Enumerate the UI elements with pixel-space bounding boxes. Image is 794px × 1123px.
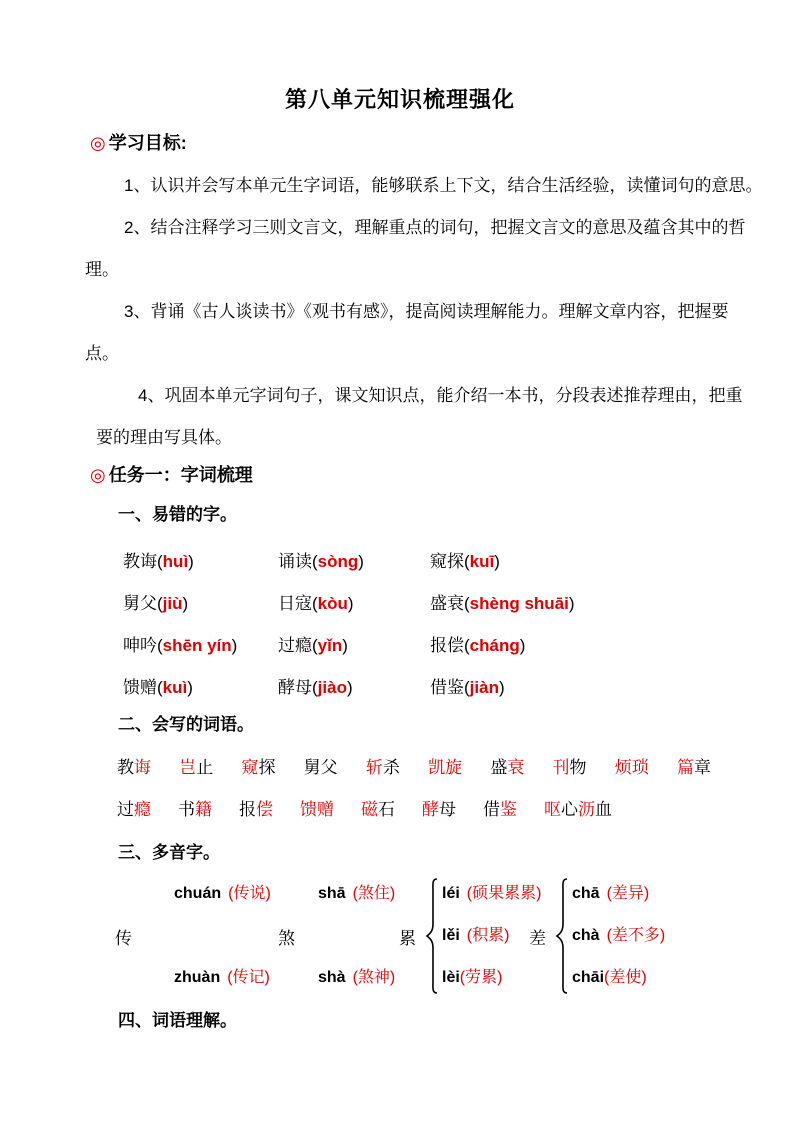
reading-pinyin: chāi bbox=[572, 969, 605, 986]
entry-word: 舅父( bbox=[123, 594, 163, 613]
writable-word bbox=[544, 789, 612, 831]
writable-char: 杀 bbox=[382, 758, 400, 777]
goal-paragraph-line: 1、认识并会写本单元生字词语，能够联系上下文，结合生活经验，读懂词句的意思。 bbox=[124, 176, 763, 195]
entry-close-paren: ) bbox=[231, 636, 238, 655]
entry-word: 教诲( bbox=[123, 552, 163, 571]
reading-example: (积累) bbox=[466, 927, 510, 944]
goal-paragraph-line: 4、巩固本单元字词句子，课文知识点，能介绍一本书，分段表述推荐理由，把重 bbox=[138, 386, 743, 405]
entry-pinyin: shèng shuāi bbox=[469, 594, 569, 613]
error-prone-entry bbox=[123, 583, 278, 625]
writable-word bbox=[490, 747, 524, 789]
writable-word bbox=[553, 747, 587, 789]
writable-char: 书 bbox=[178, 800, 195, 819]
polyphone-readings bbox=[174, 873, 271, 999]
error-prone-entry bbox=[278, 667, 430, 709]
polyphone-base-char: 煞 bbox=[278, 928, 295, 948]
entry-pinyin: huì bbox=[162, 552, 189, 571]
reading-example: (差使) bbox=[604, 969, 647, 986]
error-prone-entry bbox=[430, 541, 710, 583]
error-prone-entry bbox=[430, 667, 710, 709]
entry-word: 窥探( bbox=[430, 552, 470, 571]
writable-char: 教 bbox=[117, 758, 134, 777]
writable-words-line bbox=[117, 747, 711, 789]
polyphone-group bbox=[399, 873, 542, 999]
reading-example: (差不多) bbox=[606, 927, 666, 944]
reading-example: (劳累) bbox=[459, 969, 503, 986]
writable-char: 章 bbox=[693, 758, 711, 777]
goals-heading-label: 学习目标: bbox=[108, 133, 187, 153]
reading-pinyin: shā bbox=[318, 885, 346, 902]
polyphone-group bbox=[115, 873, 278, 999]
writable-word bbox=[361, 789, 395, 831]
polyphone-reading bbox=[318, 873, 395, 915]
goal-paragraph bbox=[85, 207, 746, 291]
writable-word bbox=[366, 747, 400, 789]
writable-char: 磁 bbox=[361, 800, 378, 819]
polyphone-reading bbox=[442, 957, 541, 999]
reading-pinyin: chuán bbox=[174, 885, 222, 902]
entry-pinyin: kuī bbox=[469, 552, 495, 571]
writable-char: 衰 bbox=[507, 758, 525, 777]
reading-example: (硕果累累) bbox=[466, 885, 542, 902]
writable-words-line bbox=[117, 789, 711, 831]
writable-char: 血 bbox=[595, 800, 612, 819]
reading-pinyin: chà bbox=[572, 927, 600, 944]
writable-word bbox=[179, 747, 213, 789]
writable-char: 刊 bbox=[552, 758, 570, 777]
entry-close-paren: ) bbox=[494, 552, 500, 571]
writable-word bbox=[300, 789, 334, 831]
goal-paragraph-line: 3、背诵《古人谈读书》《观书有感》，提高阅读理解能力。理解文章内容，把握要 bbox=[124, 302, 729, 321]
reading-pinyin: chā bbox=[572, 885, 600, 902]
entry-word: 报偿( bbox=[430, 636, 470, 655]
entry-pinyin: jiào bbox=[317, 678, 347, 697]
goal-paragraph bbox=[90, 165, 763, 207]
error-prone-entry bbox=[430, 583, 710, 625]
writable-char: 窥 bbox=[241, 758, 259, 777]
writable-word bbox=[428, 747, 462, 789]
entry-close-paren: ) bbox=[519, 636, 526, 655]
writable-char: 过 bbox=[117, 800, 134, 819]
writable-word bbox=[239, 789, 273, 831]
error-prone-entry bbox=[278, 583, 430, 625]
entry-close-paren: ) bbox=[182, 594, 189, 613]
writable-word bbox=[304, 747, 338, 789]
error-prone-table bbox=[123, 541, 710, 709]
polyphone-base-char: 差 bbox=[529, 928, 546, 948]
writable-word bbox=[178, 789, 212, 831]
polyphone-reading bbox=[442, 873, 541, 915]
entry-word: 酵母( bbox=[278, 678, 318, 697]
reading-example: (差异) bbox=[606, 885, 650, 902]
reading-pinyin: lèi bbox=[442, 969, 460, 986]
writable-char: 斩 bbox=[365, 758, 383, 777]
entry-word: 盛衰( bbox=[430, 594, 470, 613]
reading-pinyin: shà bbox=[318, 969, 346, 986]
writable-char: 报 bbox=[239, 800, 256, 819]
goals-section-heading bbox=[90, 131, 710, 155]
page-title: 第八单元知识梳理强化 bbox=[284, 87, 515, 112]
entry-close-paren: ) bbox=[346, 678, 353, 697]
entry-pinyin: yǐn bbox=[317, 636, 343, 655]
writable-word bbox=[117, 747, 151, 789]
reading-example: (传说) bbox=[228, 885, 271, 902]
writable-char: 旋 bbox=[445, 758, 463, 777]
polyphone-reading bbox=[572, 915, 665, 957]
subsection-heading-writable: 二、会写的词语。 bbox=[118, 715, 254, 734]
error-prone-row bbox=[123, 667, 710, 709]
writable-char: 止 bbox=[196, 758, 214, 777]
writable-char: 岂 bbox=[179, 758, 197, 777]
writable-char: 母 bbox=[439, 800, 456, 819]
polyphone-reading bbox=[572, 873, 665, 915]
polyphone-readings bbox=[442, 873, 541, 999]
task1-heading-label: 任务一：字词梳理 bbox=[108, 465, 253, 485]
polyphone-group bbox=[529, 873, 710, 999]
writable-word bbox=[241, 747, 275, 789]
error-prone-entry bbox=[123, 667, 278, 709]
entry-word: 诵读( bbox=[278, 552, 318, 571]
reading-example: (煞神) bbox=[352, 969, 396, 986]
polyphone-readings bbox=[318, 873, 395, 999]
polyphone-reading bbox=[572, 957, 665, 999]
writable-char: 篇 bbox=[676, 758, 694, 777]
entry-word: 过瘾( bbox=[278, 636, 318, 655]
writable-char: 父 bbox=[320, 758, 338, 777]
goal-paragraph-line: 理。 bbox=[85, 260, 119, 279]
error-prone-entry bbox=[430, 625, 710, 667]
error-prone-row bbox=[123, 625, 710, 667]
error-prone-entry bbox=[278, 625, 430, 667]
subsection-heading-comprehension: 四、词语理解。 bbox=[118, 1011, 237, 1030]
goal-paragraph-line: 2、结合注释学习三则文言文，理解重点的词句，把握文言文的意思及蕴含其中的哲 bbox=[124, 218, 746, 237]
bullseye-bullet-icon: ◎ bbox=[90, 465, 106, 485]
writable-char: 舅 bbox=[303, 758, 321, 777]
entry-close-paren: ) bbox=[187, 678, 193, 697]
writable-char: 瘾 bbox=[134, 800, 151, 819]
writable-char: 籍 bbox=[195, 800, 212, 819]
task1-section-heading bbox=[90, 463, 710, 487]
error-prone-row bbox=[123, 541, 710, 583]
writable-char: 物 bbox=[569, 758, 587, 777]
entry-pinyin: jiàn bbox=[469, 678, 499, 697]
entry-close-paren: ) bbox=[347, 594, 354, 613]
entry-pinyin: shēn yín bbox=[162, 636, 232, 655]
bullseye-bullet-icon: ◎ bbox=[90, 133, 106, 153]
writable-char: 偿 bbox=[256, 800, 273, 819]
entry-close-paren: ) bbox=[358, 552, 364, 571]
brace-icon bbox=[555, 877, 569, 995]
goal-paragraph bbox=[90, 375, 743, 459]
entry-pinyin: sòng bbox=[317, 552, 359, 571]
polyphone-base-char: 累 bbox=[399, 928, 416, 948]
polyphone-reading bbox=[318, 957, 395, 999]
reading-pinyin: zhuàn bbox=[174, 969, 221, 986]
goal-paragraph-line: 要的理由写具体。 bbox=[96, 428, 232, 447]
brace-icon bbox=[425, 877, 439, 995]
entry-close-paren: ) bbox=[568, 594, 575, 613]
writable-char: 盛 bbox=[490, 758, 508, 777]
writable-char: 沥 bbox=[578, 800, 595, 819]
error-prone-entry bbox=[278, 541, 430, 583]
writable-char: 酵 bbox=[422, 800, 439, 819]
entry-word: 借鉴( bbox=[430, 678, 470, 697]
entry-pinyin: jiù bbox=[162, 594, 183, 613]
entry-word: 呻吟( bbox=[123, 636, 163, 655]
polyphone-reading bbox=[442, 915, 541, 957]
polyphone-base-char: 传 bbox=[115, 928, 132, 948]
polyphone-reading bbox=[174, 957, 271, 999]
goals-paragraphs bbox=[85, 165, 763, 459]
reading-pinyin: lěi bbox=[442, 927, 460, 944]
subsection-heading-polyphones: 三、多音字。 bbox=[118, 843, 220, 862]
writable-char: 凯 bbox=[428, 758, 446, 777]
writable-word bbox=[615, 747, 649, 789]
writable-words bbox=[117, 747, 711, 831]
writable-char: 石 bbox=[378, 800, 395, 819]
reading-example: (传记) bbox=[227, 969, 270, 986]
polyphone-reading bbox=[174, 873, 271, 915]
writable-char: 琐 bbox=[631, 758, 649, 777]
entry-close-paren: ) bbox=[188, 552, 194, 571]
entry-close-paren: ) bbox=[498, 678, 505, 697]
goal-paragraph bbox=[85, 291, 729, 375]
writable-word bbox=[422, 789, 456, 831]
writable-char: 呕 bbox=[544, 800, 561, 819]
entry-pinyin: kuì bbox=[162, 678, 188, 697]
reading-pinyin: léi bbox=[442, 885, 460, 902]
entry-word: 日寇( bbox=[278, 594, 318, 613]
polyphone-readings bbox=[572, 873, 665, 999]
polyphone-chart bbox=[115, 873, 710, 999]
error-prone-entry bbox=[123, 625, 278, 667]
entry-pinyin: kòu bbox=[317, 594, 348, 613]
writable-word bbox=[483, 789, 517, 831]
writable-char: 心 bbox=[561, 800, 578, 819]
entry-close-paren: ) bbox=[342, 636, 348, 655]
entry-pinyin: cháng bbox=[469, 636, 520, 655]
writable-char: 馈 bbox=[300, 800, 317, 819]
writable-char: 赠 bbox=[317, 800, 334, 819]
writable-char: 探 bbox=[258, 758, 276, 777]
subsection-heading-error-prone: 一、易错的字。 bbox=[118, 505, 237, 524]
writable-char: 诲 bbox=[134, 758, 151, 777]
writable-char: 鉴 bbox=[500, 800, 517, 819]
entry-word: 馈赠( bbox=[123, 678, 163, 697]
error-prone-row bbox=[123, 583, 710, 625]
writable-char: 烦 bbox=[614, 758, 632, 777]
reading-example: (煞住) bbox=[352, 885, 396, 902]
writable-word bbox=[117, 789, 151, 831]
goal-paragraph-line: 点。 bbox=[85, 344, 119, 363]
polyphone-group bbox=[278, 873, 399, 999]
writable-char: 借 bbox=[483, 800, 500, 819]
writable-word bbox=[677, 747, 711, 789]
error-prone-entry bbox=[123, 541, 278, 583]
